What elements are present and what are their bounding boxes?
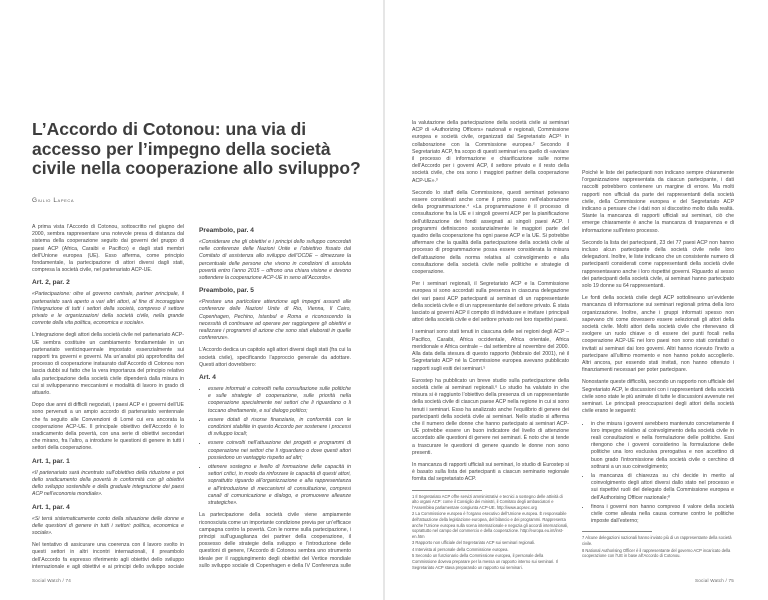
body-paragraph: Dopo due anni di difficili negoziati, i paesi ACP e i governi dell’UE sono pervenuti a un ampio accordo di partenariato ventennale che fa seguito alle Convenzioni di Lomé cui era ancorata la cooperazione ACP-UE. Il principale obiettivo dell’Accordo è lo sradicamento della povertà, con una serie di obiettivi secondari che mirano, fra l’altro, a introdurre le questioni di genere in tutti i settori della cooperazione. <box>32 402 184 452</box>
footnote: 8 National Authorising Officer è il rappresentante del governo ACP incaricato della cooperazione con l’UE in base all’Accordo di Cotonou. <box>582 547 731 559</box>
body-paragraph: Le fonti della società civile degli ACP sottolineano un’evidente mancanza di informazione sui seminari regionali prima della loro organizzazione. Inoltre, anche i gruppi informati spesso non sapevano chi come dovessero essere selezionati gli attori della società civile. Molti attori della società civile che ritenevano di svolgere un ruolo chiave o di essere dei punti focali nella cooperazione ACP-UE nei loro paesi non sono stati contattati o invitati ai seminari dai loro governi. Altri hanno ricevuto l’invito a partecipare all’ultimo momento e non hanno potuto accoglierlo. Altri ancora, pur essendo stati invitati, non hanno ottenuto i finanziamenti necessari per poter partecipare. <box>582 295 734 374</box>
article-author: Giulio Lapeca <box>32 197 75 204</box>
preambolo-5-quote: «Prestare una particolare attenzione agli impegni assunti alle conferenze delle Nazioni Unite di Rio, Vienna, Il Cairo, Copenhagen, Pechino, Istanbul e Roma e riconoscendo la necessità di continuare ad operare per raggiungere gli obiettivi e realizzare i programmi di azione che sono stati elaborati in quelle conferenze». <box>199 299 351 342</box>
body-paragraph: Per i seminari regionali, il Segretariato ACP e la Commissione europea si sono accordati sulla presenza in ciascuna delegazione dei vari paesi ACP partecipanti ai seminari di un rappresentante della società civile e di un rappresentante del settore privato. È stata lasciato ai governi ACP il compito di individuare e invitare i principali attori della società civile e del settore privato nei loro rispettivi paesi. <box>412 281 569 324</box>
preambolo-4-heading: Preambolo, par. 4 <box>199 227 254 234</box>
page-number: Social Watch / 75 <box>695 578 734 583</box>
preambolo-5-heading: Preambolo, par. 5 <box>199 287 254 295</box>
footnote: 4 Intervista al personale della Commissione europea. <box>412 546 509 552</box>
footnote: 3 Rapporto non ufficiale del Segretariato ACP sui seminari regionali. <box>412 540 536 546</box>
body-paragraph: L’Accordo dedica un capitolo agli attori diversi dagli stati (fra cui la società civile), specificando l’approccio generale da adottare. Questi attori dovrebbero: <box>199 347 351 368</box>
left-column-2 <box>199 224 351 570</box>
art1p4-quote: «Si terrà sistematicamente conto della situazione delle donne e delle questioni di genere in tutti i settori: politica, economica e sociale». <box>32 515 184 536</box>
body-paragraph: Secondo la lista dei partecipanti, 23 dei 77 paesi ACP non hanno incluso alcun partecipante della società civile nelle loro delegazioni. Inoltre, le liste indicano che un consistente numero di partecipanti considerati come rappresentanti della società civile rappresentavano anche i loro rispettivi governi. Riguardo al sesso dei partecipanti della società civile, ai seminari hanno partecipato solo 19 donne su 64 rappresentanti. <box>582 239 734 290</box>
preambolo-4-quote: «Considerare che gli obiettivi e i principi dello sviluppo concordati nelle conferenze delle Nazioni Unite e l’obiettivo fissato dal Comitato di assistenza allo sviluppo dell’OCDE – dimezzare la percentuale delle persone che vivono in condizioni di assoluta povertà entro l’anno 2015 – offrono una chiara visione e devono sottendere la cooperazione ACP-UE in seno all’Accordo». <box>199 239 351 282</box>
body-paragraph: Nonostante queste difficoltà, secondo un rapporto non ufficiale del Segretariato ACP, le discussioni con i rappresentanti della società civile sono state le più animate di tutte le discussioni avvenute nei seminari. Le principali preoccupazioni degli attori della società civile erano le seguenti: <box>582 379 734 415</box>
art4-heading: Art. 4 <box>199 374 216 382</box>
concerns-bullet-list <box>582 421 734 526</box>
page-number: Social Watch / 74 <box>32 578 71 583</box>
article-title: L’Accordo di Cotonou: una via di accesso per l’impegno della società civile nella cooperazione allo sviluppo? <box>32 119 361 178</box>
body-paragraph: L’integrazione degli attori della società civile nel partenariato ACP-UE sembra costituire un cambiamento fondamentale in un partenariato venticinquennale impostato essenzialmente sui rapporti tra governi e governi. Ma un’analisi più approfondita del processo di cooperazione instaurato dall’Accordo di Cotonou non lascia dubbi sul fatto che la vera importanza del principio relativo alla partecipazione della società civile dipenderà dalla misura in cui si svilupperanno meccanismi e modalità di lavoro in grado di attuarlo. <box>32 332 184 397</box>
body-paragraph: Eurostep ha pubblicato un breve studio sulla partecipazione della società civile ai seminari regionali.⁶ Lo studio ha valutato in che misura si è raggiunto l’obiettivo della presenza di un rappresentante della società civile di ciascun paese ACP nella regione in cui si sono tenuti i seminari. Esso ha analizzato anche l’equilibrio di genere dei partecipanti della società civile ai seminari. Nello studio si afferma che il numero delle donne che hanno partecipato ai seminari ACP-UE potrebbe essere un buon indicatore del livello di attenzione accordato alle questioni di genere nei seminari. È noto che si tende a trascurare le questioni di genere quando le donne non sono presenti. <box>412 377 569 456</box>
footnote: 1 Il Segretariato ACP offre servizi amministrativi e tecnici a sostegno delle attività di alto organi ACP: come il Consiglio dei ministri, il Comitato degli ambasciatori e l’Assemblea parlamentare congiunta ACP-UE. http://www.acpsec.org <box>412 493 563 510</box>
bullet-item: • la mancanza di chiarezza su chi decide in merito al coinvolgimento degli attori diversi dallo stato nel processo e sui rispettivi ruoli del delegato della Commissione europea e dell’Authorising Officer nazionale;⁸ <box>591 473 734 502</box>
footnote: 5 Secondo un funzionario della Commissione europea, il personale della Commissione doveva preparare per la messa un rapporto interno sui seminari. Il Segretariato ACP stava preparando un rapporto sui seminari. <box>412 553 558 570</box>
body-paragraph: Nel tentativo di assicurare una coerenza con il lavoro svolto in questi settori in altri incontri internazionali, il preambolo dell’Accordo fa espresso riferimento agli obiettivi dello sviluppo internazionale e agli obiettivi e ai principi dello sviluppo sociale <box>32 542 184 570</box>
footnote: 7 Alcune delegazioni nazionali hanno inviato più di un rappresentante della società civile. <box>582 535 732 546</box>
left-page <box>0 0 383 600</box>
art2-quote: «Partecipazione: oltre al governo centrale, partner principale, il partenariato sarà aperto a vari altri attori, al fine di incoraggiare l’integrazione di tutti i settori della società, compreso il settore privato e le organizzazioni della società civile, nella grande corrente della vita politica, economica e sociale». <box>32 291 184 327</box>
bullet-item: • in che misura i governi avrebbero mantenuto concretamente il loro impegno relativo al coinvolgimento della società civile in reali consultazioni e nella formulazione delle politiche. Essi ritengono che i governi considerino la formulazione delle politiche una loro esclusiva prerogativa e non accettino di buon grado l’intromissione della società civile o cerchino di sottrarsi a un suo coinvolgimento; <box>591 421 734 471</box>
body-paragraph: La partecipazione della società civile viene ampiamente riconosciuta come un importante condizione previa per un’efficace campagna contro la povertà. Con le norme sulla partecipazione, i principi sull’uguaglianza dei partner della cooperazione, il possesso delle strategie della sviluppo e l’introduzione delle questioni di genere, l’Accordo di Cotonou sembra uno strumento ideale per il raggiungimento degli obiettivi del Vertice mondiale sullo sviluppo sociale di Copenhagen e della IV Conferenza sulle <box>199 512 351 569</box>
bullet-item: • essere coinvolti nell’attuazione dei progetti e programmi di cooperazione nei settori che li riguardano o dove questi attori possiedono un vantaggio rispetto ad altri; <box>208 440 351 462</box>
body-paragraph: Poiché le liste dei partecipanti non indicano sempre chiaramente l’organizzazione rappresentata da ciascun partecipante, i dati raccolti potrebbero contenere un margine di errore. Ma molti rapporti non ufficiali da parte dei rappresentanti della società civile, della Commissione europea e del Segretariato ACP indicano a pensare che i dati non si discostino molto dalla realtà. Stante la mancanza di rapporti ufficiali sui seminari, ciò che emerge chiaramente è anche la mancanza di trasparenza e di informazione sull’intero processo. <box>582 170 734 234</box>
body-paragraph: I seminari sono stati tenuti in ciascuna delle sei regioni degli ACP – Pacifico, Caraibi, Africa occidentale, Africa orientale, Africa meridionale e Africa centrale – dal settembre al novembre del 2000. Alla data della stesura di questo rapporto (febbraio del 2001), né il Segretariato ACP né la Commissione europea avevano pubblicato rapporti sugli esiti dei seminari.⁵ <box>412 329 569 372</box>
right-column-1 <box>412 120 569 570</box>
bullet-item: • essere informati e coinvolti nella consultazione sulle politiche e sulle strategie di cooperazione, sulle priorità nella cooperazione specialmente nei settori che li riguardano o li toccano direttamente, e sul dialogo politico; <box>208 386 351 415</box>
right-column-2 <box>582 170 734 570</box>
intro-paragraph: A prima vista l’Accordo di Cotonou, sottoscritto nel giugno del 2000, sembra rappresentare una notevole presa di distanza dal sistema della cooperazione seguito dai governi del gruppo di paesi ACP (Africa, Caraibi e Pacifico) e dagli stati membri dell’Unione europea (UE). Esso afferma, come principio fondamentale, la partecipazione di attori diversi dagli stati, compresa la società civile, nel partenariato ACP-UE. <box>32 224 184 274</box>
footnote: 2 La Commissione europea è l’organo esecutivo dell’Unione europea. È responsabile dell’attuazione della legislazione europea, del bilancio e dei programmi. Rappresenta anche l’Unione europea sulla scena internazionale e negozia gli accordi internazionali, soprattutto nel campo del commercio e della cooperazione. http://europa.eu.int/inst-en.htm <box>412 511 569 539</box>
right-page <box>385 0 768 600</box>
art1-quote: «Il partenariato sarà incentrato sull’obiettivo della riduzione e poi dello sradicamento della povertà in conformità con gli obiettivi dello sviluppo sostenibile e della graduale integrazione dei paesi ACP nell’economia mondiale». <box>32 469 184 498</box>
bullet-item: • ottenere sostegno e livello di formazione delle capacità in settori critici, in modo da rinforzare le capacità di questi attori, soprattutto riguardo all’organizzazione e alla rappresentanza e all’introduzione di meccanismi di consultazione, compresi canali di comunicazione e dialogo, e promuovere alleanze strategiche». <box>208 464 351 507</box>
art4-bullet-list <box>199 386 351 507</box>
footnotes <box>412 494 569 570</box>
body-paragraph: Secondo lo staff della Commissione, questi seminari potevano essere considerati anche come il primo passo nell’elaborazione della programmazione.⁴ «La programmazione è il processo di consultazione fra la UE e i singoli governi ACP per la pianificazione dell’utilizzazione dei fondi assegnati ai singoli paesi ACP. I programmi definiscono sostanzialmente le maggiori parte del quadro della cooperazione fra ogni paese ACP e la UE. Si potrebbe affermare che la qualità della partecipazione della società civile al processo di programmazione possa essere considerata la misura dell’attuazione della norma relativa al coinvolgimento e alla consultazione della società civile nelle politiche e strategie di cooperazione. <box>412 189 569 276</box>
left-column-1 <box>32 224 184 570</box>
body-paragraph: la valutazione della partecipazione della società civile ai seminari ACP di «Authorizing Officers» nazionali e regionali, Commissione europea e società civile, organizzati dal Segretariato ACP¹ in collaborazione con la Commissione europea.² Secondo il Segretariato ACP, fra scopo di questi seminari era quello di «avviare il processo di informazione e chiarificazione sulle norme dell’Accordo per i governi ACP, il settore privato e il resto della società civile, che ora sono i maggiori partner della cooperazione ACP-UE».³ <box>412 120 569 184</box>
bullet-item: • finora i governi non hanno compreso il valore della società civile come alleata nella causa comune contro le politiche imposte dall’esterno; <box>591 504 734 526</box>
art2-heading: Art. 2, par. 2 <box>32 279 70 287</box>
body-paragraph: In mancanza di rapporti ufficiali sui seminari, lo studio di Eurostep si è basato sulla lista dei partecipanti a ciascun seminario regionale fornita dal segretariato ACP. <box>412 461 569 483</box>
art1p4-heading: Art. 1, par. 4 <box>32 503 70 511</box>
art1-heading: Art. 1, par. 1 <box>32 457 70 465</box>
bullet-item: • essere dotati di risorse finanziarie, in conformità con le condizioni stabilite in questo Accordo per sostenere i processi di sviluppo locali; <box>208 417 351 439</box>
